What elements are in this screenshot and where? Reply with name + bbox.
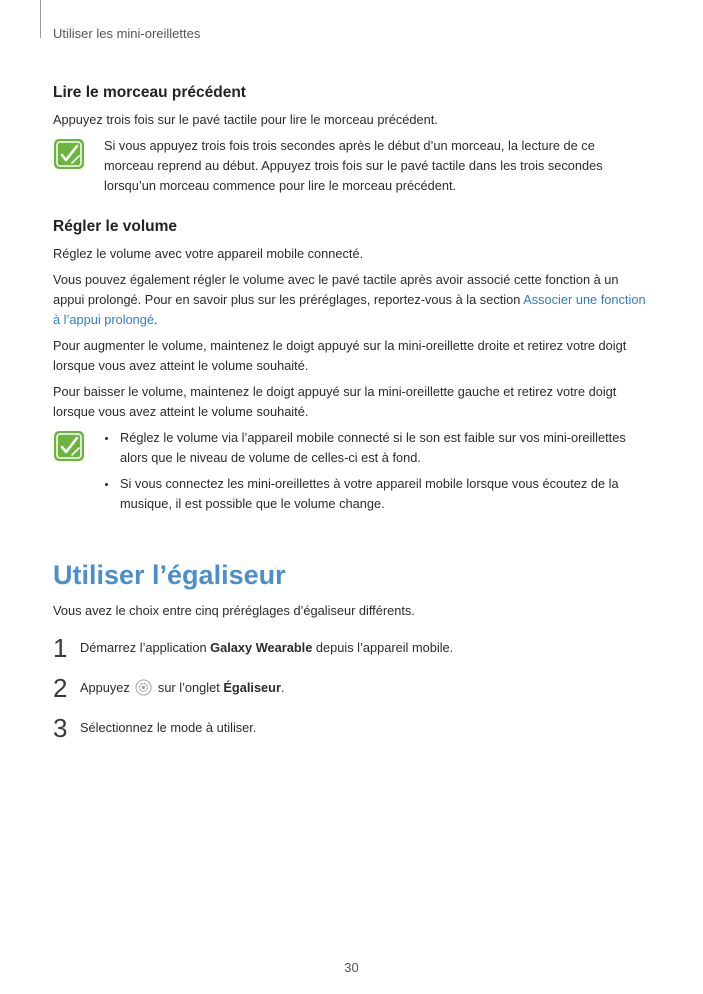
step-text-before: Appuyez	[80, 680, 134, 695]
previous-track-heading: Lire le morceau précédent	[53, 84, 246, 101]
step-2	[53, 675, 648, 701]
list-item: Si vous connectez les mini-oreillettes à votre appareil mobile lorsque vous écoutez de la musique, il est possible que le volume change.	[104, 474, 648, 514]
step-text-after: .	[280, 680, 285, 695]
egaliseur-tab-label: Égaliseur	[223, 680, 281, 695]
volume-heading: Régler le volume	[53, 218, 178, 235]
page-number: 30	[344, 960, 359, 975]
step-number: 1	[53, 633, 68, 663]
associer-fonction-link[interactable]: Associer une fonction à l’appui prolongé	[53, 292, 646, 327]
note-volume	[53, 428, 648, 520]
step-1	[53, 635, 648, 661]
running-header: Utiliser les mini-oreillettes	[53, 26, 201, 41]
step-text	[80, 638, 453, 658]
step-text-after: depuis l’appareil mobile.	[312, 640, 454, 655]
section-volume	[53, 218, 648, 520]
page-content	[53, 84, 648, 755]
note-check-icon	[53, 138, 85, 170]
equalizer-intro: Vous avez le choix entre cinq préréglages d’égaliseur différents.	[53, 603, 415, 618]
note-check-icon	[53, 430, 85, 462]
step-number: 3	[53, 713, 68, 743]
step-text-before: Démarrez l’application	[80, 640, 211, 655]
note-previous-track	[53, 136, 648, 196]
step-text-middle: sur l’onglet	[154, 680, 224, 695]
volume-paragraph-3: Pour augmenter le volume, maintenez le doigt appuyé sur la mini-oreillette droite et retirez votre doigt lorsque vous avez atteint le volume souhaité.	[53, 338, 627, 373]
previous-track-body: Appuyez trois fois sur le pavé tactile pour lire le morceau précédent.	[53, 112, 438, 127]
section-previous-track	[53, 84, 648, 196]
step-text	[80, 678, 285, 698]
volume-paragraph-2	[53, 270, 648, 330]
galaxy-wearable-label: Galaxy Wearable	[210, 640, 313, 655]
volume-paragraph-4: Pour baisser le volume, maintenez le doigt appuyé sur la mini-oreillette gauche et retirez votre doigt lorsque vous avez atteint le volume souhaité.	[53, 384, 617, 419]
step-number: 2	[53, 673, 68, 703]
volume-note-list	[104, 428, 648, 514]
volume-paragraph-1: Réglez le volume avec votre appareil mobile connecté.	[53, 246, 364, 261]
header-rule	[40, 0, 41, 38]
volume-paragraph-2-end: .	[154, 312, 158, 327]
volume-paragraph-2-text: Vous pouvez également régler le volume avec le pavé tactile après avoir associé cette fonction à un appui prolongé. Pour en savoir plus sur les préréglages, reportez-vous à la section	[53, 272, 619, 307]
equalizer-heading: Utiliser l’égaliseur	[53, 560, 286, 590]
step-text: Sélectionnez le mode à utiliser.	[80, 720, 257, 735]
settings-gear-icon	[135, 679, 152, 696]
section-equalizer	[53, 560, 648, 741]
step-3	[53, 715, 648, 741]
note-previous-track-text: Si vous appuyez trois fois trois secondes après le début d’un morceau, la lecture de ce morceau reprend au début. Appuyez trois fois sur le pavé tactile dans les trois secondes lorsqu’un morceau commence pour lire le morceau précédent.	[104, 138, 603, 193]
list-item: Réglez le volume via l’appareil mobile connecté si le son est faible sur vos mini-oreillettes alors que le niveau de volume de celles-ci est à fond.	[104, 428, 648, 468]
